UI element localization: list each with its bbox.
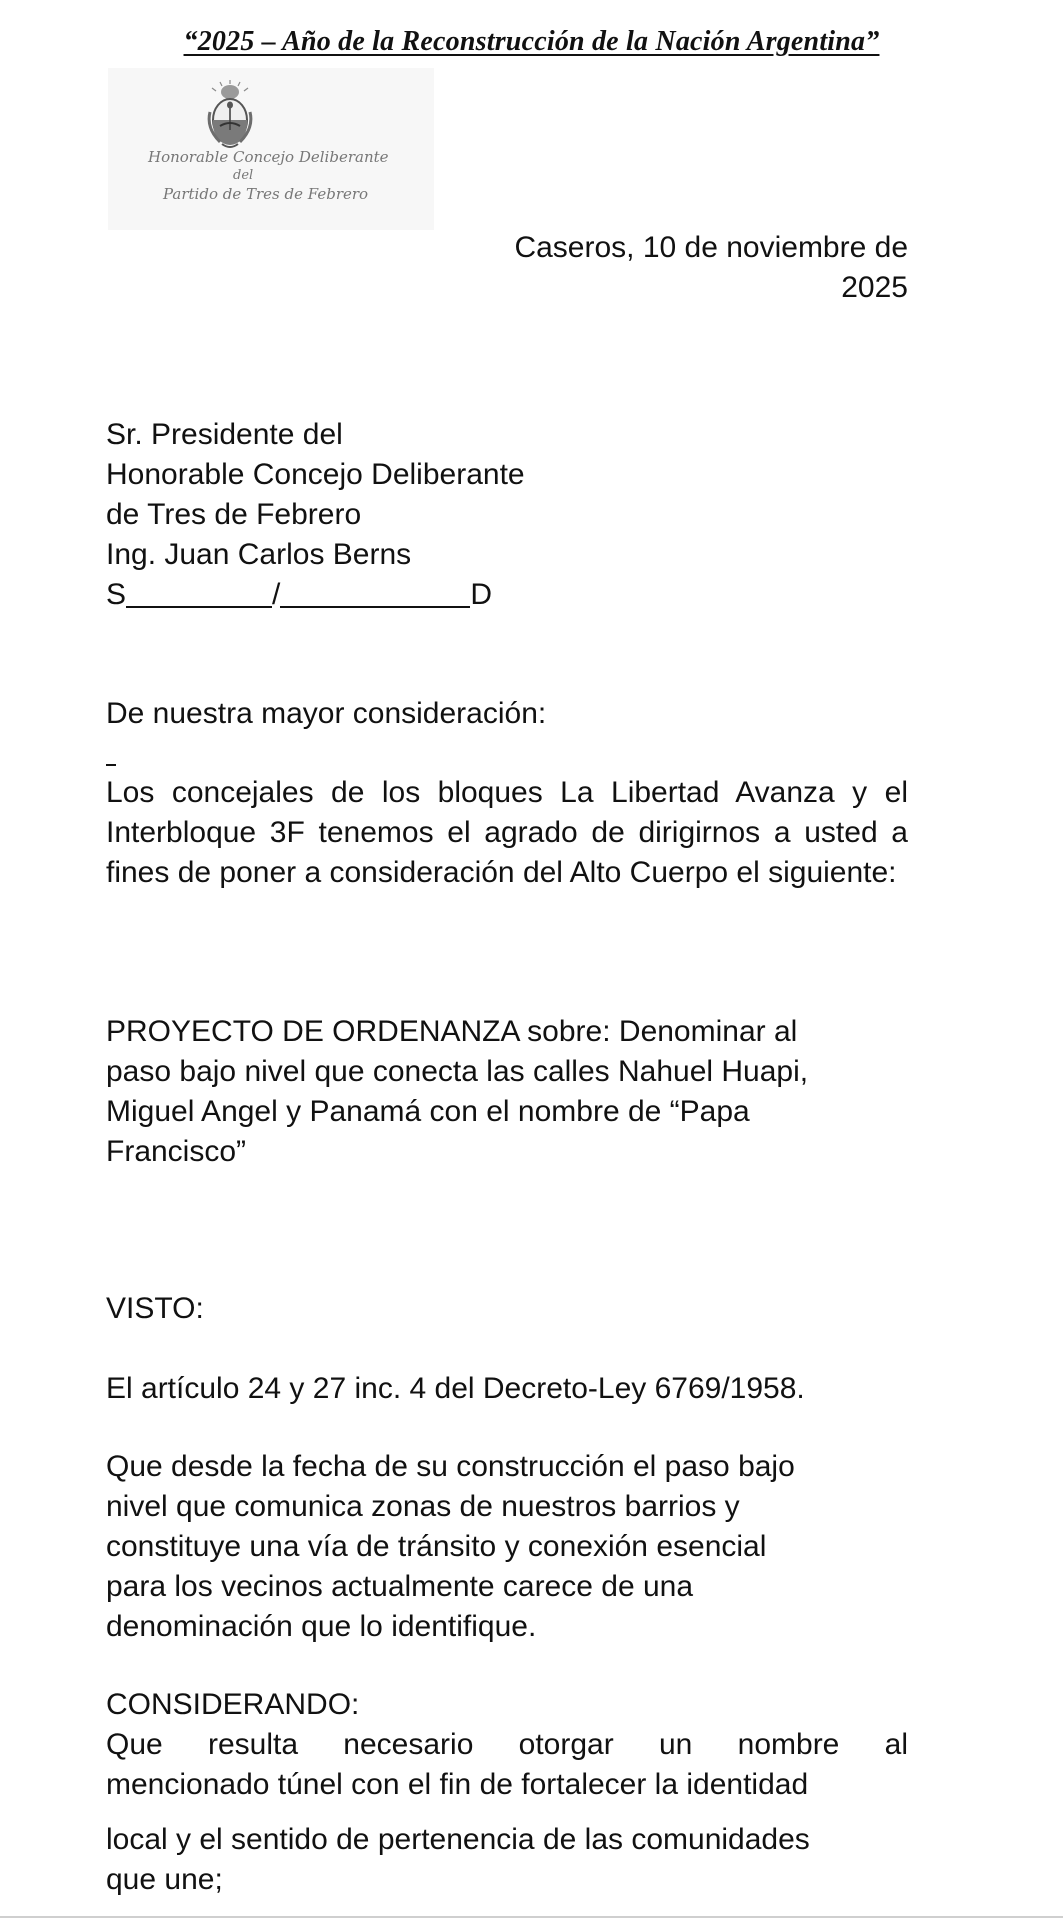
considerando-heading: CONSIDERANDO: <box>106 1688 360 1721</box>
considerando-line-3: local y el sentido de pertenencia de las comunidades <box>106 1823 810 1856</box>
visto-paragraph-2 <box>106 1447 908 1647</box>
recipient-block <box>106 415 908 615</box>
recipient-line-2: Honorable Concejo Deliberante <box>106 458 525 491</box>
sd-blank-2 <box>280 606 470 608</box>
date-line-2: 2025 <box>841 271 908 304</box>
salutation: De nuestra mayor consideración: <box>106 697 547 730</box>
dash-mark <box>106 764 116 766</box>
recipient-line-4: Ing. Juan Carlos Berns <box>106 538 412 571</box>
proyecto-block <box>106 1012 908 1172</box>
coat-of-arms-icon <box>200 80 260 152</box>
considerando-line-4: que une; <box>106 1863 223 1896</box>
letter-date <box>440 228 908 308</box>
header-motto: “2025 – Año de la Reconstrucción de la Nación Argentina” <box>183 26 880 57</box>
proyecto-line-2: paso bajo nivel que conecta las calles Nahuel Huapi, <box>106 1055 809 1088</box>
sd-end: D <box>470 578 493 611</box>
proyecto-line-1: PROYECTO DE ORDENANZA sobre: Denominar al <box>106 1015 798 1048</box>
visto-p2-line-2: nivel que comunica zonas de nuestros barrios y <box>106 1490 740 1523</box>
sd-line <box>106 575 908 615</box>
sd-start: S <box>106 578 127 611</box>
letterhead-line-1: Honorable Concejo Deliberante <box>148 148 389 166</box>
proyecto-line-3: Miguel Angel y Panamá con el nombre de “Papa <box>106 1095 750 1128</box>
sd-slash: / <box>272 578 281 611</box>
visto-p2-line-1: Que desde la fecha de su construcción el paso bajo <box>106 1450 795 1483</box>
intro-paragraph: Los concejales de los bloques La Libertad Avanza y el Interbloque 3F tenemos el agrado de dirigirnos a usted a fines de poner a consideración del Alto Cuerpo el siguiente: <box>106 776 908 889</box>
letterhead-line-3: Partido de Tres de Febrero <box>163 185 369 203</box>
considerando-line-2: mencionado túnel con el fin de fortalecer la identidad <box>106 1768 809 1801</box>
letterhead-logo <box>108 68 434 230</box>
visto-p2-line-3: constituye una vía de tránsito y conexión esencial <box>106 1530 767 1563</box>
considerando-line-1: Que resulta necesario otorgar un nombre al <box>106 1728 908 1761</box>
considerando-paragraph <box>106 1725 908 1900</box>
recipient-line-1: Sr. Presidente del <box>106 418 343 451</box>
visto-heading: VISTO: <box>106 1292 204 1325</box>
letterhead-line-2: del <box>233 168 254 183</box>
visto-p2-line-5: denominación que lo identifique. <box>106 1610 537 1643</box>
visto-paragraph-1: El artículo 24 y 27 inc. 4 del Decreto-Ley 6769/1958. <box>106 1372 805 1405</box>
recipient-line-3: de Tres de Febrero <box>106 498 362 531</box>
visto-p2-line-4: para los vecinos actualmente carece de una <box>106 1570 694 1603</box>
bottom-edge <box>0 1916 1063 1918</box>
sd-blank-1 <box>126 606 272 608</box>
date-line-1: Caseros, 10 de noviembre de <box>514 231 908 264</box>
proyecto-line-4: Francisco” <box>106 1135 247 1168</box>
